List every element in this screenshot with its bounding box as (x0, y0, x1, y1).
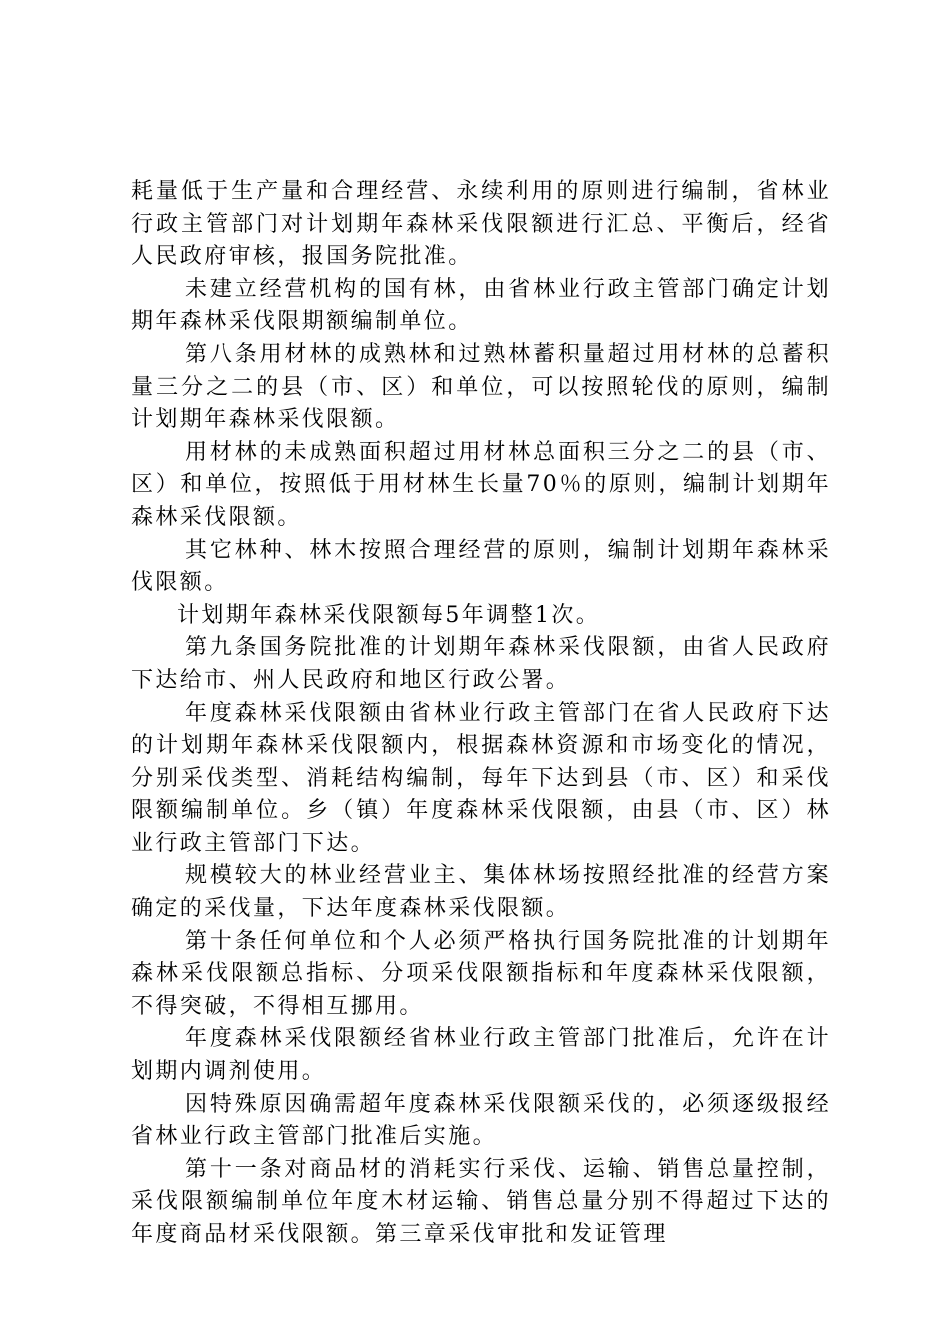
paragraph-5: 其它林种、林木按照合理经营的原则，编制计划期年森林采伐限额。 (131, 537, 831, 596)
paragraph-8: 年度森林采伐限额由省林业行政主管部门在省人民政府下达的计划期年森林采伐限额内，根据森林资源和市场变化的情况，分别采伐类型、消耗结构编制，每年下达到县（市、区）和采伐限额编制单位。乡（镇）年度森林采伐限额，由县（市、区）林业行政主管部门下达。 (131, 700, 831, 856)
paragraph-10-article-10: 第十条任何单位和个人必须严格执行国务院批准的计划期年森林采伐限额总指标、分项采伐限额指标和年度森林采伐限额，不得突破，不得相互挪用。 (131, 928, 831, 1019)
paragraph-6: 计划期年森林采伐限额每5年调整1次。 (177, 602, 601, 628)
paragraph-13-article-11: 第十一条对商品材的消耗实行采伐、运输、销售总量控制，采伐限额编制单位年度木材运输、销售总量分别不得超过下达的年度商品材采伐限额。第三章采伐审批和发证管理 (131, 1156, 831, 1247)
paragraph-12: 因特殊原因确需超年度森林采伐限额采伐的，必须逐级报经省林业行政主管部门批准后实施。 (131, 1091, 831, 1150)
paragraph-3-article-8: 第八条用材林的成熟林和过熟林蓄积量超过用材林的总蓄积量三分之二的县（市、区）和单位，可以按照轮伐的原则，编制计划期年森林采伐限额。 (131, 341, 831, 433)
document-body (131, 176, 831, 1252)
paragraph-2: 未建立经营机构的国有林，由省林业行政主管部门确定计划期年森林采伐限期额编制单位。 (131, 276, 831, 335)
paragraph-1: 耗量低于生产量和合理经营、永续利用的原则进行编制，省林业行政主管部门对计划期年森林采伐限额进行汇总、平衡后，经省人民政府审核，报国务院批准。 (131, 179, 831, 270)
paragraph-9: 规模较大的林业经营业主、集体林场按照经批准的经营方案确定的采伐量，下达年度森林采伐限额。 (131, 863, 831, 922)
paragraph-4: 用材林的未成熟面积超过用材林总面积三分之二的县（市、区）和单位，按照低于用材林生长量70％的原则，编制计划期年森林采伐限额。 (131, 439, 831, 530)
paragraph-7-article-9: 第九条国务院批准的计划期年森林采伐限额，由省人民政府下达给市、州人民政府和地区行政公署。 (131, 635, 831, 693)
paragraph-11: 年度森林采伐限额经省林业行政主管部门批准后，允许在计划期内调剂使用。 (131, 1026, 831, 1085)
